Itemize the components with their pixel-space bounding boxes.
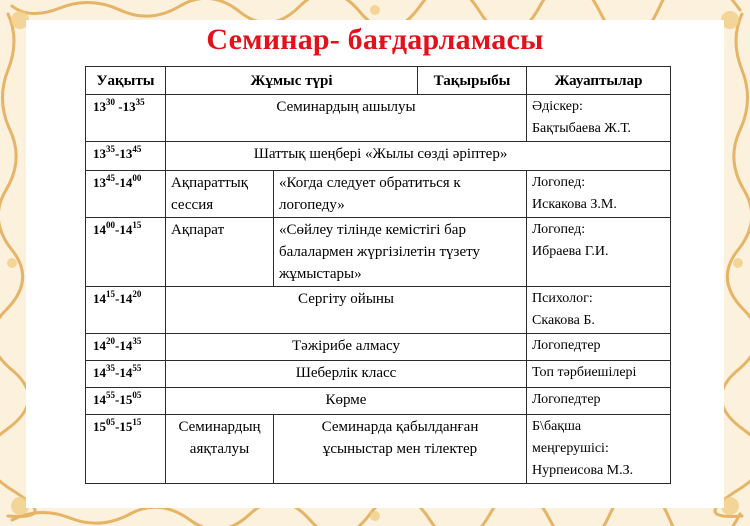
time-cell: $14^{55}-15^{05}$ [86, 388, 166, 415]
responsible-cell: Б\бақша меңгерушісі: Нурпеисова М.З. [527, 415, 671, 484]
table-header-row [86, 67, 671, 95]
header-responsible: Жауаптылар [527, 67, 671, 95]
responsible-cell: Топ тәрбиешілері [527, 361, 671, 388]
table-row [86, 415, 671, 484]
activity-cell: Көрме [166, 388, 527, 415]
table-row [86, 95, 671, 142]
responsible-cell: Логопед: Ибраева Г.И. [527, 218, 671, 287]
activity-cell: Шеберлік класс [166, 361, 527, 388]
responsible-cell: Психолог: Скакова Б. [527, 287, 671, 334]
time-cell: $14^{35}-14^{55}$ [86, 361, 166, 388]
work-type-cell: Семинардың аяқталуы [166, 415, 274, 484]
header-work-type: Жұмыс түрі [166, 67, 418, 95]
time-cell: $14^{15}-14^{20}$ [86, 287, 166, 334]
responsible-cell: Логопедтер [527, 334, 671, 361]
work-type-cell: Ақпарат [166, 218, 274, 287]
program-table [85, 66, 671, 484]
responsible-cell: Логопед: Искакова З.М. [527, 171, 671, 218]
page-title: Семинар- бағдарламасы [206, 23, 544, 56]
activity-cell: Семинардың ашылуы [166, 95, 527, 142]
time-cell: $13^{45}-14^{00}$ [86, 171, 166, 218]
table-row [86, 388, 671, 415]
time-cell: $14^{20}-14^{35}$ [86, 334, 166, 361]
responsible-cell: Логопедтер [527, 388, 671, 415]
table-row [86, 218, 671, 287]
header-topic: Тақырыбы [418, 67, 527, 95]
table-row [86, 361, 671, 388]
table-row [86, 142, 671, 171]
activity-cell: Сергіту ойыны [166, 287, 527, 334]
activity-cell: Шаттық шеңбері «Жылы сөзді әріптер» [166, 142, 671, 171]
time-cell: $13^{35}-13^{45}$ [86, 142, 166, 171]
topic-cell: Семинарда қабылданған ұсыныстар мен тілектер [274, 415, 527, 484]
table-row [86, 171, 671, 218]
activity-cell: Тәжірибе алмасу [166, 334, 527, 361]
work-type-cell: Ақпараттық сессия [166, 171, 274, 218]
topic-cell: «Когда следует обратиться к логопеду» [274, 171, 527, 218]
time-cell: $13^{30}$ $-13^{35}$ [86, 95, 166, 142]
time-cell: $14^{00}-14^{15}$ [86, 218, 166, 287]
responsible-cell: Әдіскер: Бақтыбаева Ж.Т. [527, 95, 671, 142]
header-time: Уақыты [86, 67, 166, 95]
time-cell: $15^{05}-15^{15}$ [86, 415, 166, 484]
table-row [86, 334, 671, 361]
table-row [86, 287, 671, 334]
topic-cell: «Сөйлеу тілінде кемістігі бар балалармен жүргізілетін түзету жұмыстары» [274, 218, 527, 287]
